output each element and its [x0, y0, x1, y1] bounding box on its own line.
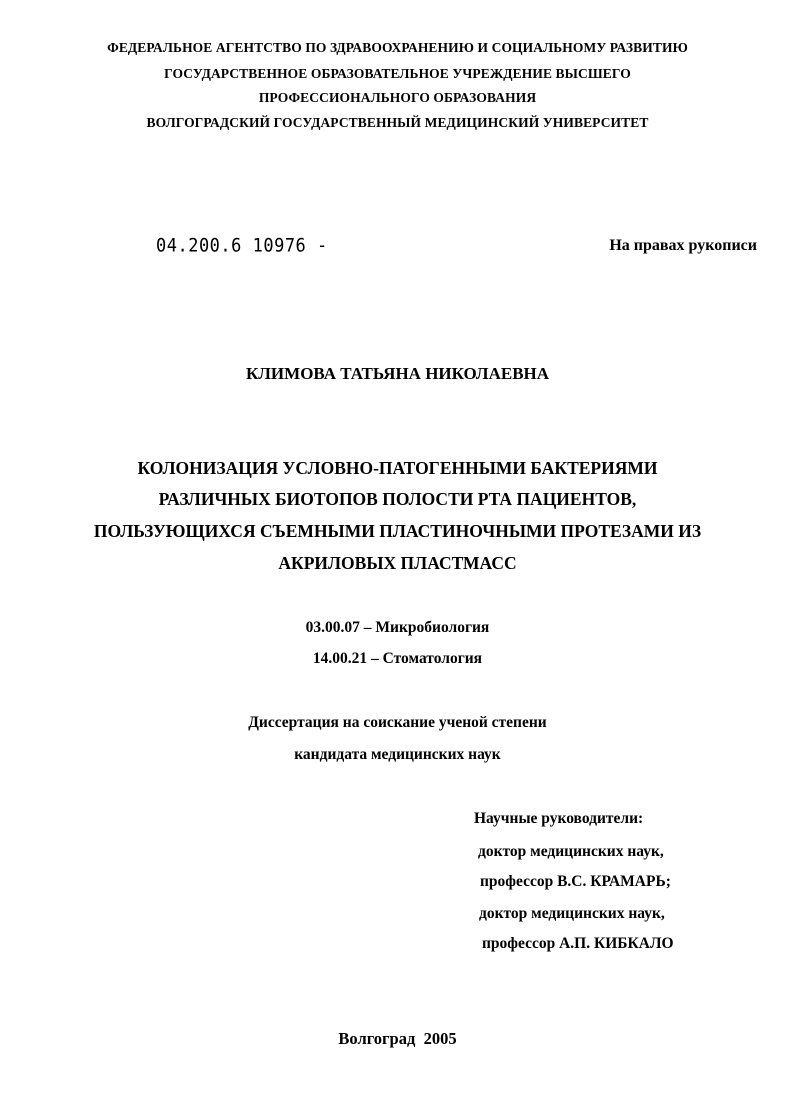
header-education-level: ПРОФЕССИОНАЛЬНОГО ОБРАЗОВАНИЯ	[258, 90, 537, 105]
supervisor-degree: доктор медицинских наук,	[479, 905, 665, 922]
degree-line: кандидата медицинских наук	[294, 746, 501, 763]
rights-note: На правах рукописи	[609, 237, 757, 254]
degree-line: Диссертация на соискание ученой степени	[248, 714, 547, 731]
title-line: АКРИЛОВЫХ ПЛАСТМАСС	[278, 553, 517, 573]
title-line: КОЛОНИЗАЦИЯ УСЛОВНО-ПАТОГЕННЫМИ БАКТЕРИЯМИ	[137, 458, 658, 478]
supervisor-degree: доктор медицинских наук,	[478, 843, 664, 860]
header-institution-type: ГОСУДАРСТВЕННОЕ ОБРАЗОВАТЕЛЬНОЕ УЧРЕЖДЕНИЕ ВЫСШЕГО	[164, 66, 631, 81]
header-ministry: ФЕДЕРАЛЬНОЕ АГЕНТСТВО ПО ЗДРАВООХРАНЕНИЮ И СОЦИАЛЬНОМУ РАЗВИТИЮ	[107, 40, 688, 55]
specialty-microbiology: 03.00.07 – Микробиология	[305, 619, 490, 636]
author-name: КЛИМОВА ТАТЬЯНА НИКОЛАЕВНА	[245, 364, 550, 383]
title-line: ПОЛЬЗУЮЩИХСЯ СЪЕМНЫМИ ПЛАСТИНОЧНЫМИ ПРОТЕЗАМИ ИЗ	[93, 521, 702, 541]
registration-stamp-number: 04.200.6 10976 -	[156, 235, 328, 257]
supervisor-name: профессор В.С. КРАМАРЬ;	[480, 873, 671, 890]
supervisor-name: профессор А.П. КИБКАЛО	[482, 935, 674, 952]
header-university: ВОЛГОГРАДСКИЙ ГОСУДАРСТВЕННЫЙ МЕДИЦИНСКИЙ УНИВЕРСИТЕТ	[146, 115, 649, 130]
specialty-dentistry: 14.00.21 – Стоматология	[312, 650, 483, 667]
city-year: Волгоград 2005	[338, 1029, 457, 1048]
supervisors-heading: Научные руководители:	[474, 810, 644, 827]
title-line: РАЗЛИЧНЫХ БИОТОПОВ ПОЛОСТИ РТА ПАЦИЕНТОВ,	[158, 489, 637, 509]
